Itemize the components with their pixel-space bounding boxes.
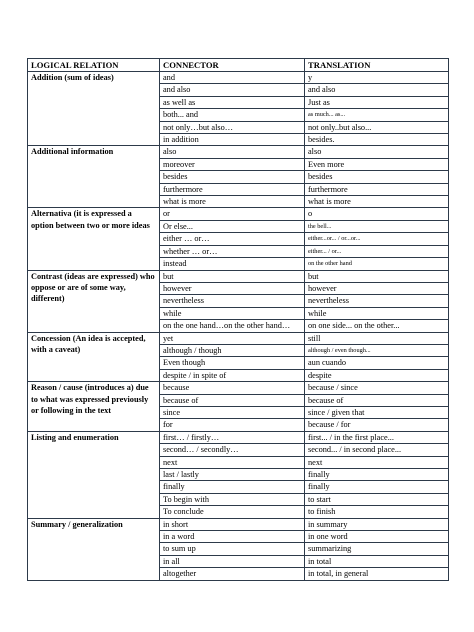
connector-cell: because	[160, 382, 305, 394]
connector-cell: but	[160, 270, 305, 282]
connector-cell: on the one hand…on the other hand…	[160, 320, 305, 332]
connector-cell: furthermore	[160, 183, 305, 195]
relation-group	[28, 382, 449, 432]
connector-cell: first… / firstly…	[160, 431, 305, 443]
table-row	[28, 382, 449, 394]
translation-cell: furthermore	[305, 183, 449, 195]
logical-relation-cell: Concession (An idea is accepted, with a caveat)	[28, 332, 160, 382]
translation-cell: besides	[305, 171, 449, 183]
translation-cell: not only..but also...	[305, 121, 449, 133]
connector-cell: in addition	[160, 134, 305, 146]
logical-relation-cell: Alternativa (it is expressed a option between two or more ideas	[28, 208, 160, 270]
translation-cell: because / for	[305, 419, 449, 431]
connector-cell: Even though	[160, 357, 305, 369]
connector-cell: second… / secondly…	[160, 444, 305, 456]
table-row	[28, 208, 449, 220]
translation-cell: on the other hand	[305, 258, 449, 270]
translation-cell: despite	[305, 369, 449, 381]
relation-group	[28, 332, 449, 382]
connector-cell: yet	[160, 332, 305, 344]
connector-cell: despite / in spite of	[160, 369, 305, 381]
translation-cell: in one word	[305, 531, 449, 543]
connector-cell: in short	[160, 518, 305, 530]
translation-cell: what is more	[305, 196, 449, 208]
translation-cell: also	[305, 146, 449, 158]
translation-cell: as much... as...	[305, 109, 449, 121]
connector-cell: next	[160, 456, 305, 468]
connector-cell: and	[160, 72, 305, 84]
translation-cell: to finish	[305, 506, 449, 518]
translation-cell: in total, in general	[305, 568, 449, 580]
relation-group	[28, 208, 449, 270]
translation-cell: either... / or...	[305, 245, 449, 257]
translation-cell: second... / in second place...	[305, 444, 449, 456]
translation-cell: however	[305, 282, 449, 294]
logical-relation-cell: Reason / cause (introduces a) due to what was expressed previously or following in the text	[28, 382, 160, 432]
table-row	[28, 72, 449, 84]
translation-cell: aun cuando	[305, 357, 449, 369]
translation-cell: because of	[305, 394, 449, 406]
table-row	[28, 518, 449, 530]
translation-cell: in summary	[305, 518, 449, 530]
table-row	[28, 332, 449, 344]
connector-cell: finally	[160, 481, 305, 493]
table-header-row	[28, 59, 449, 72]
translation-cell: the bell...	[305, 220, 449, 232]
connector-cell: last / lastly	[160, 469, 305, 481]
translation-cell: and also	[305, 84, 449, 96]
relation-group	[28, 270, 449, 332]
connector-cell: and also	[160, 84, 305, 96]
relation-group	[28, 146, 449, 208]
connector-cell: both... and	[160, 109, 305, 121]
header-logical-relation: LOGICAL RELATION	[28, 59, 160, 72]
connector-cell: Or else...	[160, 220, 305, 232]
translation-cell: Just as	[305, 96, 449, 108]
translation-cell: Even more	[305, 158, 449, 170]
connector-cell: also	[160, 146, 305, 158]
connector-cell: either … or…	[160, 233, 305, 245]
relation-group	[28, 72, 449, 146]
translation-cell: first... / in the first place...	[305, 431, 449, 443]
connector-cell: in all	[160, 555, 305, 567]
document-page	[27, 58, 448, 581]
connector-cell: whether … or…	[160, 245, 305, 257]
translation-cell: o	[305, 208, 449, 220]
translation-cell: but	[305, 270, 449, 282]
relation-group	[28, 518, 449, 580]
logical-relation-cell: Additional information	[28, 146, 160, 208]
table-row	[28, 431, 449, 443]
translation-cell: on one side... on the other...	[305, 320, 449, 332]
translation-cell: since / given that	[305, 406, 449, 418]
connector-cell: besides	[160, 171, 305, 183]
connector-cell: while	[160, 307, 305, 319]
logical-relation-cell: Contrast (ideas are expressed) who oppose or are of some way, different)	[28, 270, 160, 332]
translation-cell: either...or... / or...or...	[305, 233, 449, 245]
translation-cell: finally	[305, 469, 449, 481]
connector-cell: for	[160, 419, 305, 431]
translation-cell: next	[305, 456, 449, 468]
header-translation: TRANSLATION	[305, 59, 449, 72]
logical-relation-cell: Summary / generalization	[28, 518, 160, 580]
connectors-table	[27, 58, 449, 581]
table-row	[28, 146, 449, 158]
translation-cell: y	[305, 72, 449, 84]
relation-group	[28, 431, 449, 518]
connector-cell: since	[160, 406, 305, 418]
logical-relation-cell: Addition (sum of ideas)	[28, 72, 160, 146]
translation-cell: nevertheless	[305, 295, 449, 307]
connector-cell: however	[160, 282, 305, 294]
translation-cell: to start	[305, 493, 449, 505]
connector-cell: because of	[160, 394, 305, 406]
connector-cell: to sum up	[160, 543, 305, 555]
connector-cell: nevertheless	[160, 295, 305, 307]
connector-cell: as well as	[160, 96, 305, 108]
table-row	[28, 270, 449, 282]
connector-cell: To conclude	[160, 506, 305, 518]
translation-cell: because / since	[305, 382, 449, 394]
translation-cell: finally	[305, 481, 449, 493]
connector-cell: moreover	[160, 158, 305, 170]
connector-cell: instead	[160, 258, 305, 270]
translation-cell: although / even though...	[305, 344, 449, 356]
translation-cell: besides.	[305, 134, 449, 146]
logical-relation-cell: Listing and enumeration	[28, 431, 160, 518]
translation-cell: still	[305, 332, 449, 344]
connector-cell: or	[160, 208, 305, 220]
translation-cell: while	[305, 307, 449, 319]
translation-cell: summarizing	[305, 543, 449, 555]
translation-cell: in total	[305, 555, 449, 567]
connector-cell: in a word	[160, 531, 305, 543]
connector-cell: what is more	[160, 196, 305, 208]
connector-cell: not only…but also…	[160, 121, 305, 133]
connector-cell: To begin with	[160, 493, 305, 505]
connector-cell: although / though	[160, 344, 305, 356]
connector-cell: altogether	[160, 568, 305, 580]
header-connector: CONNECTOR	[160, 59, 305, 72]
